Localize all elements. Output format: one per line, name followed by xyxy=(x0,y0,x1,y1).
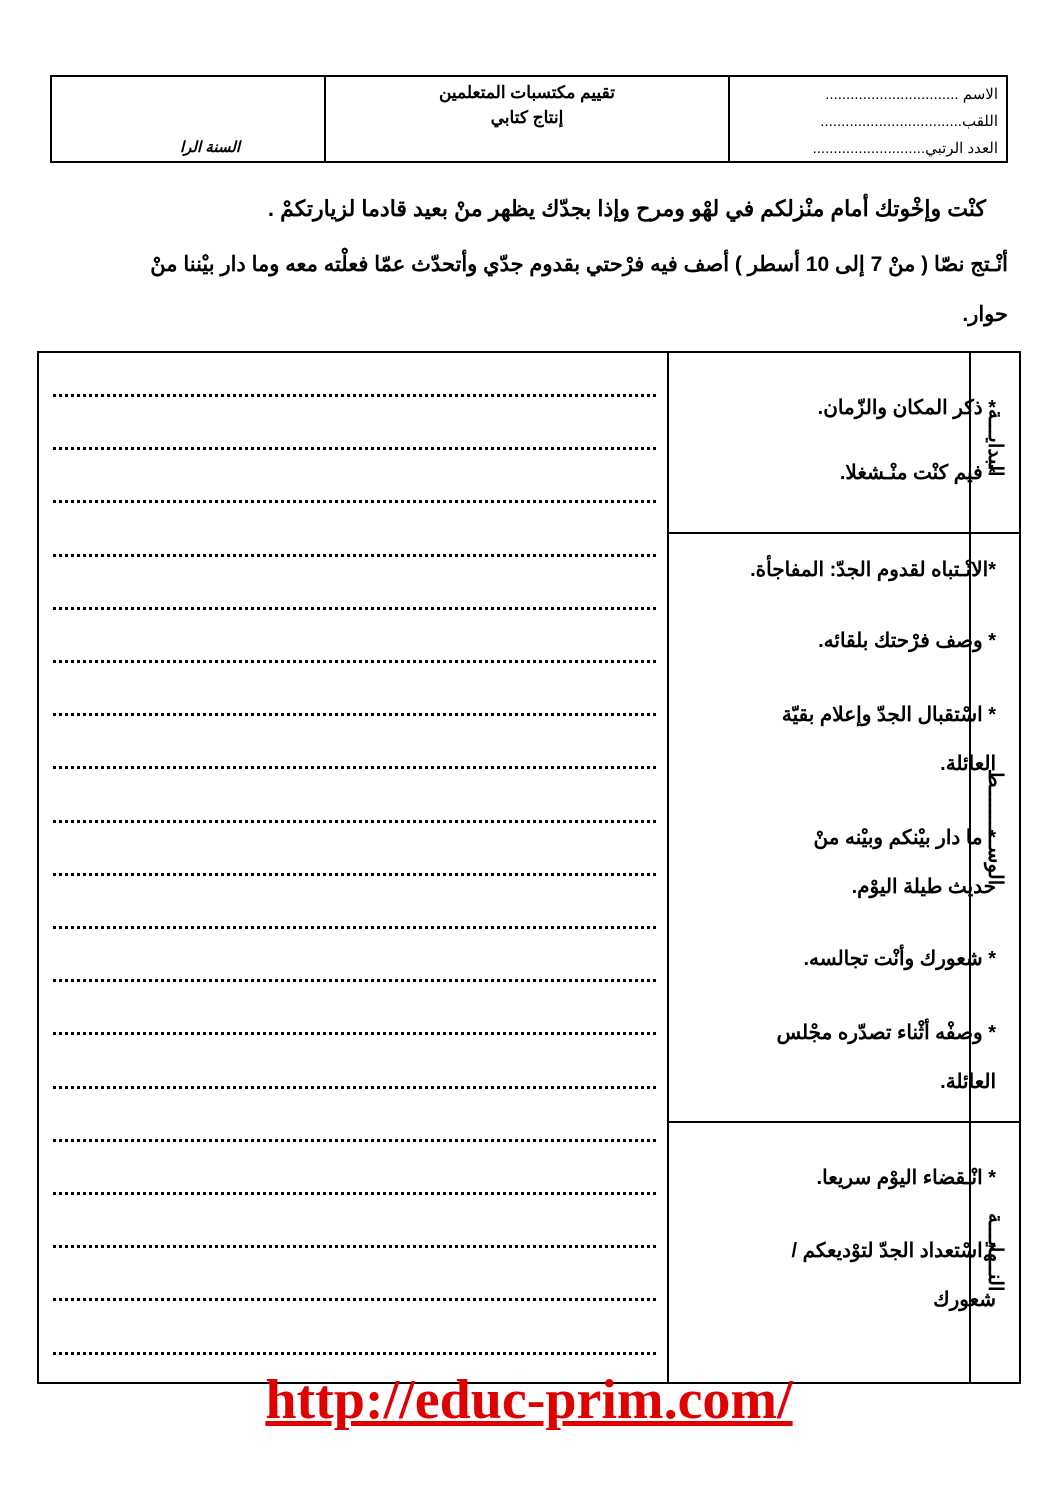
writing-line xyxy=(53,660,656,663)
divider xyxy=(667,532,1021,534)
writing-line xyxy=(53,1245,656,1248)
criterion: * وصف فرْحتك بلقائه. xyxy=(818,630,996,652)
writing-line xyxy=(53,500,656,503)
surname-field: اللقب.................................. xyxy=(820,113,998,130)
criterion: * ما دار بيْنكم وبيْنه منْ xyxy=(813,827,996,849)
writing-line xyxy=(53,873,656,876)
criterion: العائلة. xyxy=(940,753,996,775)
writing-line xyxy=(53,1192,656,1195)
writing-line xyxy=(53,1086,656,1089)
page-subtitle: إنتاج كتابي xyxy=(490,108,564,127)
writing-line xyxy=(53,820,656,823)
number-field: العدد الرتبي........................... xyxy=(812,140,998,157)
situation-text: كنْت وإخْوتك أمام منْزلكم في لهْو ومرح وإذا بجدّك يظهر منْ بعيد قادما لزيارتكمْ . xyxy=(267,196,986,221)
criterion: شعورك xyxy=(933,1289,996,1311)
task-text-cont: حوار. xyxy=(962,303,1008,326)
header-table xyxy=(50,75,1008,163)
writing-line xyxy=(53,607,656,610)
criterion: * ذكر المكان والزّمان. xyxy=(817,397,996,419)
writing-line xyxy=(53,1032,656,1035)
section-label-middle: الوســــــــــط xyxy=(984,769,1006,886)
criterion: *الانْـتباه لقدوم الجدّ: المفاجأة. xyxy=(750,559,996,581)
divider xyxy=(667,1121,1021,1123)
criterion: * انْـقضاء اليوْم سريعا. xyxy=(816,1167,996,1189)
divider xyxy=(969,351,971,1384)
page-title: تقييم مكتسبات المتعلمين xyxy=(438,83,616,102)
title-cell xyxy=(324,77,728,161)
writing-line xyxy=(53,447,656,450)
writing-line xyxy=(53,979,656,982)
criterion: حديث طيلة اليوْم. xyxy=(851,876,996,898)
student-info xyxy=(728,77,1006,161)
writing-line xyxy=(53,394,656,397)
criterion: * اسْتعداد الجدّ لتوْديعكم / xyxy=(791,1240,996,1262)
writing-line xyxy=(53,1298,656,1301)
criterion: * شعورك وأنْت تجالسه. xyxy=(803,948,996,970)
writing-table xyxy=(37,351,1021,1384)
name-field: الاسم ................................ xyxy=(825,86,998,103)
section-label-end: النــهايـــة xyxy=(984,1213,1006,1292)
criterion: * وصفْه أثْناء تصدّره مجْلس xyxy=(776,1022,996,1044)
writing-line xyxy=(53,1352,656,1355)
task-text: أنْـتج نصّا ( منْ 7 إلى 10 أسطر ) أصف فيه فرْحتي بقدوم جدّي وأتحدّث عمّا فعلْته معه وما دار بيْننا منْ xyxy=(150,253,1008,276)
criterion: * اسْتقبال الجدّ وإعلام بقيّة xyxy=(781,704,996,726)
criterion: * فيم كنْت منْـشغلا. xyxy=(839,462,996,484)
writing-line xyxy=(53,1139,656,1142)
section-label-beginning: البدايـــة xyxy=(984,408,1006,477)
footer-link[interactable]: http://educ-prim.com/ xyxy=(265,1369,793,1431)
divider xyxy=(667,351,669,1384)
writing-line xyxy=(53,766,656,769)
writing-line xyxy=(53,713,656,716)
writing-line xyxy=(53,554,656,557)
criterion: العائلة. xyxy=(940,1071,996,1093)
level-cell xyxy=(52,77,324,161)
grade-level: السنة الرا xyxy=(179,139,240,156)
writing-line xyxy=(53,926,656,929)
